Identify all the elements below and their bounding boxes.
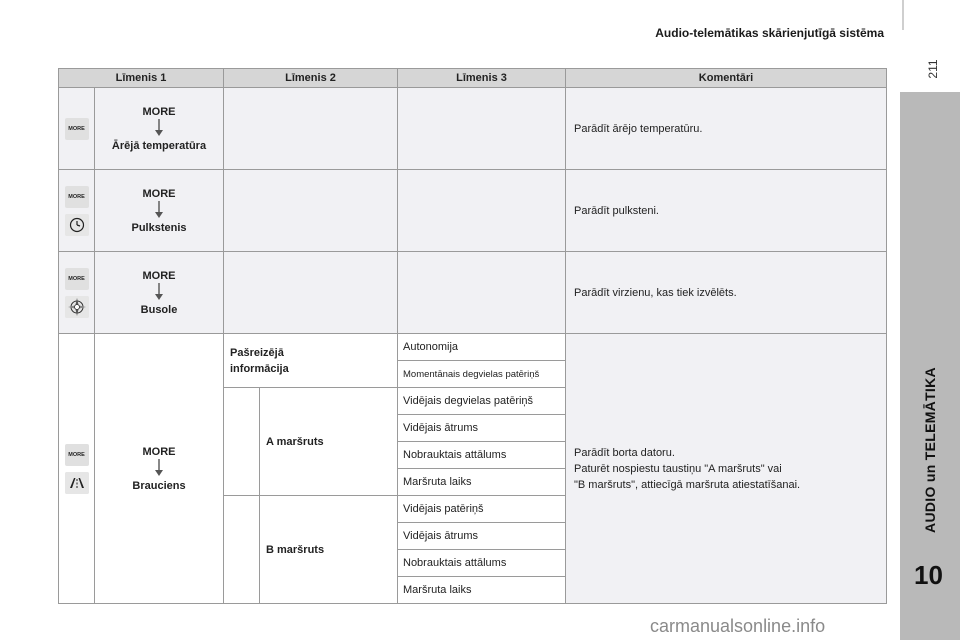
chapter-label: AUDIO un TELEMĀTIKA <box>922 367 938 533</box>
header-level-1: Līmenis 1 <box>59 69 224 88</box>
level1-name: Brauciens <box>132 479 186 492</box>
level3-item: Nobrauktais attālums <box>398 550 566 577</box>
level3-item: Vidējais ātrums <box>398 415 566 442</box>
chapter-side-tab <box>900 0 960 640</box>
level3-item: Momentānais degvielas patēriņš <box>398 361 566 388</box>
more-icon: MORE <box>65 268 89 290</box>
trip-icon <box>65 472 89 494</box>
table-row <box>59 334 887 361</box>
menu-levels-table <box>58 68 887 604</box>
level3-item: Vidējais degvielas patēriņš <box>398 388 566 415</box>
level3-item: Maršruta laiks <box>398 577 566 604</box>
level3-item: Vidējais ātrums <box>398 523 566 550</box>
more-icon: MORE <box>65 186 89 208</box>
more-label: MORE <box>142 445 176 458</box>
watermark: carmanualsonline.info <box>650 616 826 636</box>
level1-name: Busole <box>140 303 178 316</box>
header-comments: Komentāri <box>566 69 887 88</box>
level3-item: Vidējais patēriņš <box>398 496 566 523</box>
table-header-row <box>59 69 887 88</box>
more-icon: MORE <box>65 444 89 466</box>
compass-icon <box>65 296 89 318</box>
comment-cell: Parādīt borta datoru. Paturēt nospiestu taustiņu "A maršruts" vai "B maršruts", attiecīgā maršruta atiestatīšanai. <box>566 334 887 604</box>
level3-item: Nobrauktais attālums <box>398 442 566 469</box>
more-label: MORE <box>142 105 176 118</box>
clock-icon <box>65 214 89 236</box>
header-level-2: Līmenis 2 <box>224 69 398 88</box>
level2-route-b: B maršruts <box>260 496 398 604</box>
table-row <box>59 170 887 252</box>
level2-current-info: Pašreizējā informācija <box>224 334 398 388</box>
header-level-3: Līmenis 3 <box>398 69 566 88</box>
more-icon: MORE <box>65 118 89 140</box>
level1-name: Pulkstenis <box>131 221 187 234</box>
arrow-down-icon <box>154 119 164 137</box>
page-number: 211 <box>926 59 940 79</box>
level3-item: Autonomija <box>398 334 566 361</box>
comment-cell: Parādīt ārējo temperatūru. <box>566 88 887 170</box>
chapter-number: 10 <box>914 560 943 590</box>
table-row <box>59 88 887 170</box>
arrow-down-icon <box>154 201 164 219</box>
table-row <box>59 252 887 334</box>
page-title: Audio-telemātikas skārienjutīgā sistēma <box>655 26 884 40</box>
level1-name: Ārējā temperatūra <box>111 139 207 152</box>
level3-item: Maršruta laiks <box>398 469 566 496</box>
level2-route-a: A maršruts <box>260 388 398 496</box>
arrow-down-icon <box>154 459 164 477</box>
arrow-down-icon <box>154 283 164 301</box>
more-label: MORE <box>142 187 176 200</box>
comment-cell: Parādīt virzienu, kas tiek izvēlēts. <box>566 252 887 334</box>
more-label: MORE <box>142 269 176 282</box>
comment-cell: Parādīt pulksteni. <box>566 170 887 252</box>
